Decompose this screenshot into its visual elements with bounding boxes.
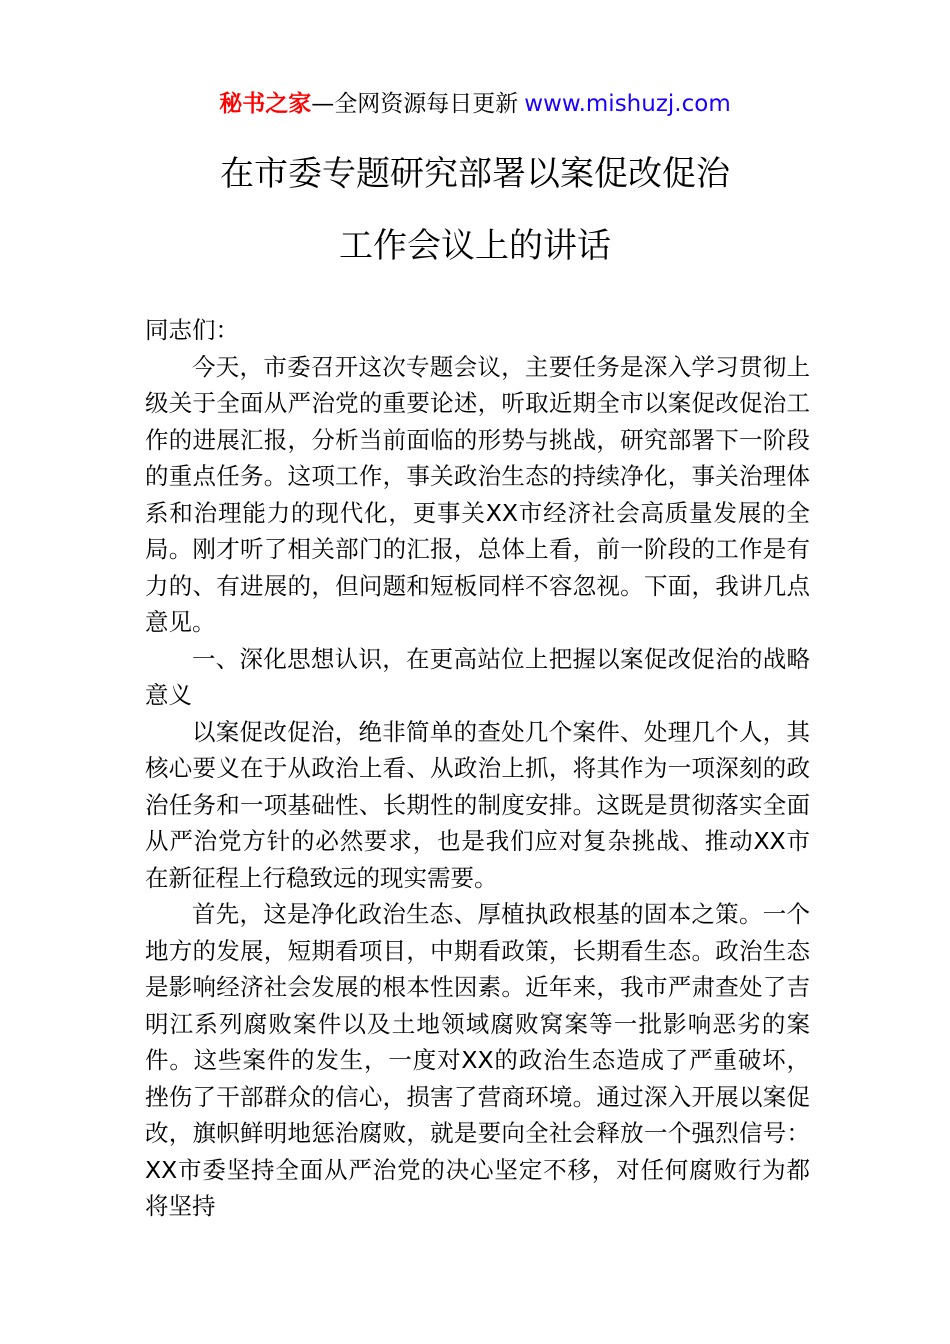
paragraph-first-point: 首先，这是净化政治生态、厚植执政根基的固本之策。一个地方的发展，短期看项目，中期看政策，长期看生态。政治生态是影响经济社会发展的根本性因素。近年来，我市严肃查处了吉明江系列腐败案件以及土地领域腐败窝案等一批影响恶劣的案件。这些案件的发生，一度对XX的政治生态造成了严重破坏，挫伤了干部群众的信心，损害了营商环境。通过深入开展以案促改，旗帜鲜明地惩治腐败，就是要向全社会释放一个强烈信号：XX市委坚持全面从严治党的决心坚定不移，对任何腐败行为都将坚持 [145,900,810,1220]
site-tagline: 全网资源每日更新 [334,91,519,117]
section-heading-1: 一、深化思想认识，在更高站位上把握以案促改促治的战略意义 [145,644,810,709]
paragraph-intro: 今天，市委召开这次专题会议，主要任务是深入学习贯彻上级关于全面从严治党的重要论述，听取近期全市以案促改促治工作的进展汇报，分析当前面临的形势与挑战，研究部署下一阶段的重点任务。这项工作，事关政治生态的持续净化，事关治理体系和治理能力的现代化，更事关XX市经济社会高质量发展的全局。刚才听了相关部门的汇报，总体上看，前一阶段的工作是有力的、有进展的，但问题和短板同样不容忽视。下面，我讲几点意见。 [145,352,810,636]
header-dash: — [311,91,335,117]
document-title-line-1: 在市委专题研究部署以案促改促治 [220,154,730,194]
site-url-link[interactable]: www.mishuzj.com [524,91,731,117]
paragraph-section-1: 以案促改促治，绝非简单的查处几个案件、处理几个人，其核心要义在于从政治上看、从政治上抓，将其作为一项深刻的政治任务和一项基础性、长期性的制度安排。这既是贯彻落实全面从严治党方针的必然要求，也是我们应对复杂挑战、推动XX市在新征程上行稳致远的现实需要。 [145,717,810,892]
document-body [145,312,810,1225]
document-title-line-2: 工作会议上的讲话 [339,226,611,266]
site-brand: 秘书之家 [219,91,312,117]
site-header [0,88,950,120]
salutation: 同志们： [145,316,239,344]
